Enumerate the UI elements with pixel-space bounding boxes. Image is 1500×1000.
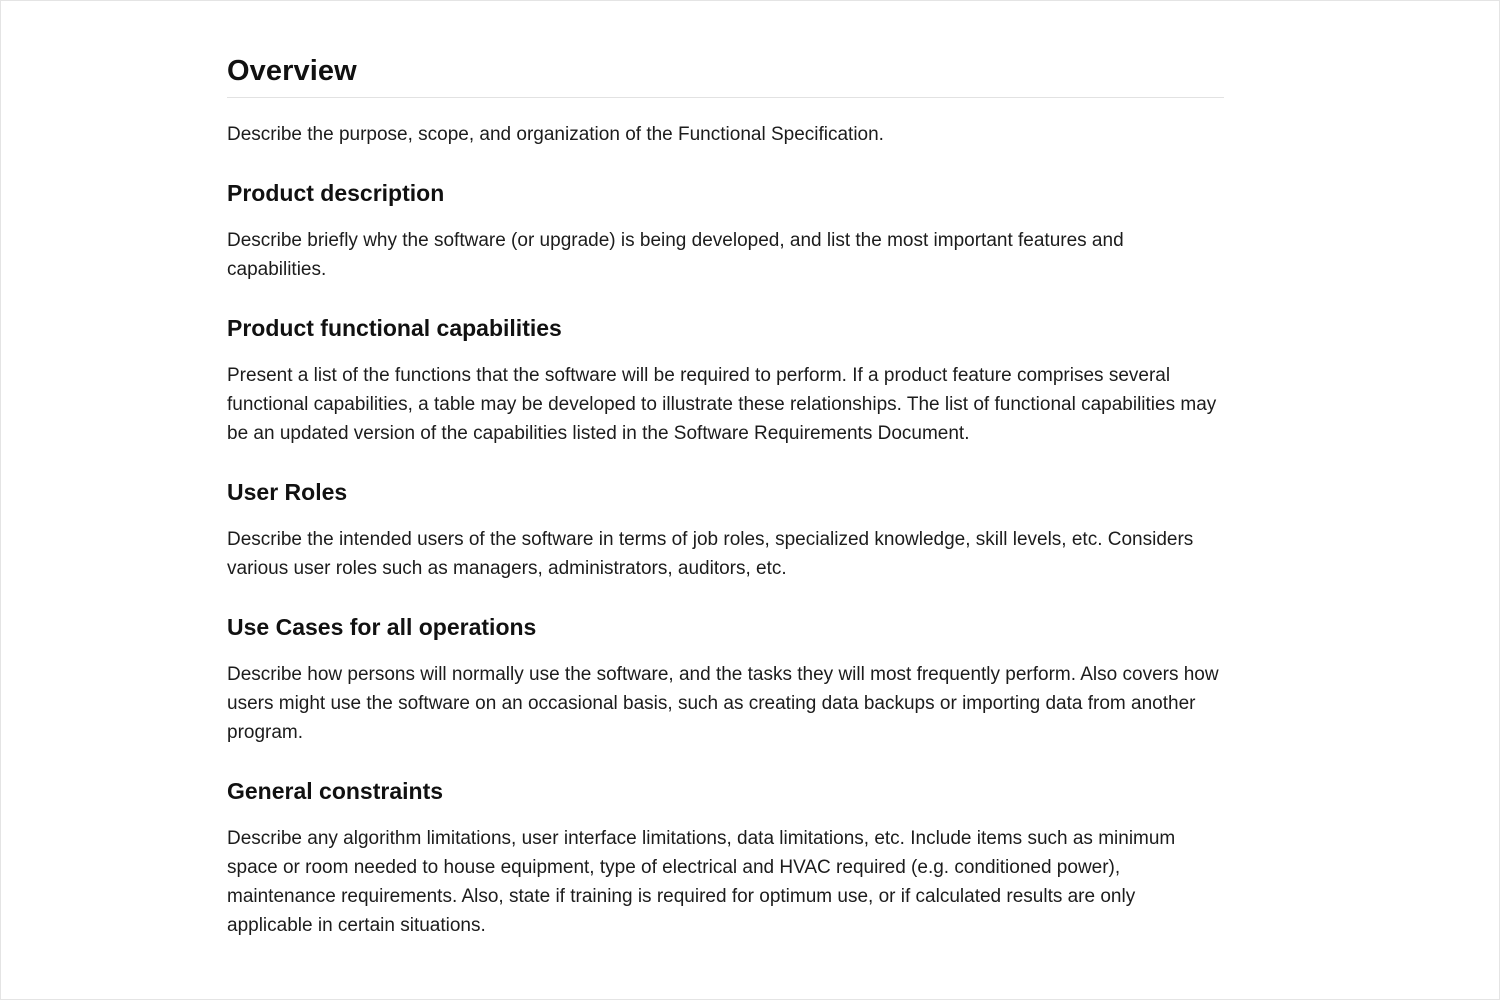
section-paragraph: Describe how persons will normally use the software, and the tasks they will most frequently perform. Also covers how users might use the software on an occasional basis, such as creating data backups or importing data from another program. xyxy=(227,664,1219,743)
section-paragraph: Describe any algorithm limitations, user interface limitations, data limitations, etc. Include items such as minimum space or room needed to house equipment, type of electrical and HVAC required (e.g. conditioned power), maintenance requirements. Also, state if training is required for optimum use, or if calculated results are only applicable in certain situations. xyxy=(227,828,1176,936)
section-paragraph: Describe the intended users of the software in terms of job roles, specialized knowledge, skill levels, etc. Considers various user roles such as managers, administrators, auditors, etc. xyxy=(227,529,1194,579)
section-general-constraints xyxy=(227,776,1224,940)
section-paragraph: Present a list of the functions that the software will be required to perform. If a product feature comprises several functional capabilities, a table may be developed to illustrate these relationships. The list of functional capabilities may be an updated version of the capabilities listed in the Software Requirements Document. xyxy=(227,365,1217,444)
section-heading: General constraints xyxy=(227,778,444,804)
section-product-functional-capabilities xyxy=(227,313,1224,448)
document-body xyxy=(227,46,1224,940)
intro-paragraph: Describe the purpose, scope, and organization of the Functional Specification. xyxy=(227,124,884,145)
section-heading: Use Cases for all operations xyxy=(227,614,537,640)
section-heading: Product description xyxy=(227,180,445,206)
section-use-cases xyxy=(227,612,1224,747)
section-user-roles xyxy=(227,477,1224,583)
section-heading: Product functional capabilities xyxy=(227,315,562,341)
section-product-description xyxy=(227,178,1224,284)
section-heading: User Roles xyxy=(227,479,348,505)
section-paragraph: Describe briefly why the software (or upgrade) is being developed, and list the most important features and capabilities. xyxy=(227,230,1124,280)
title-divider xyxy=(227,97,1224,98)
page-title: Overview xyxy=(227,55,357,87)
